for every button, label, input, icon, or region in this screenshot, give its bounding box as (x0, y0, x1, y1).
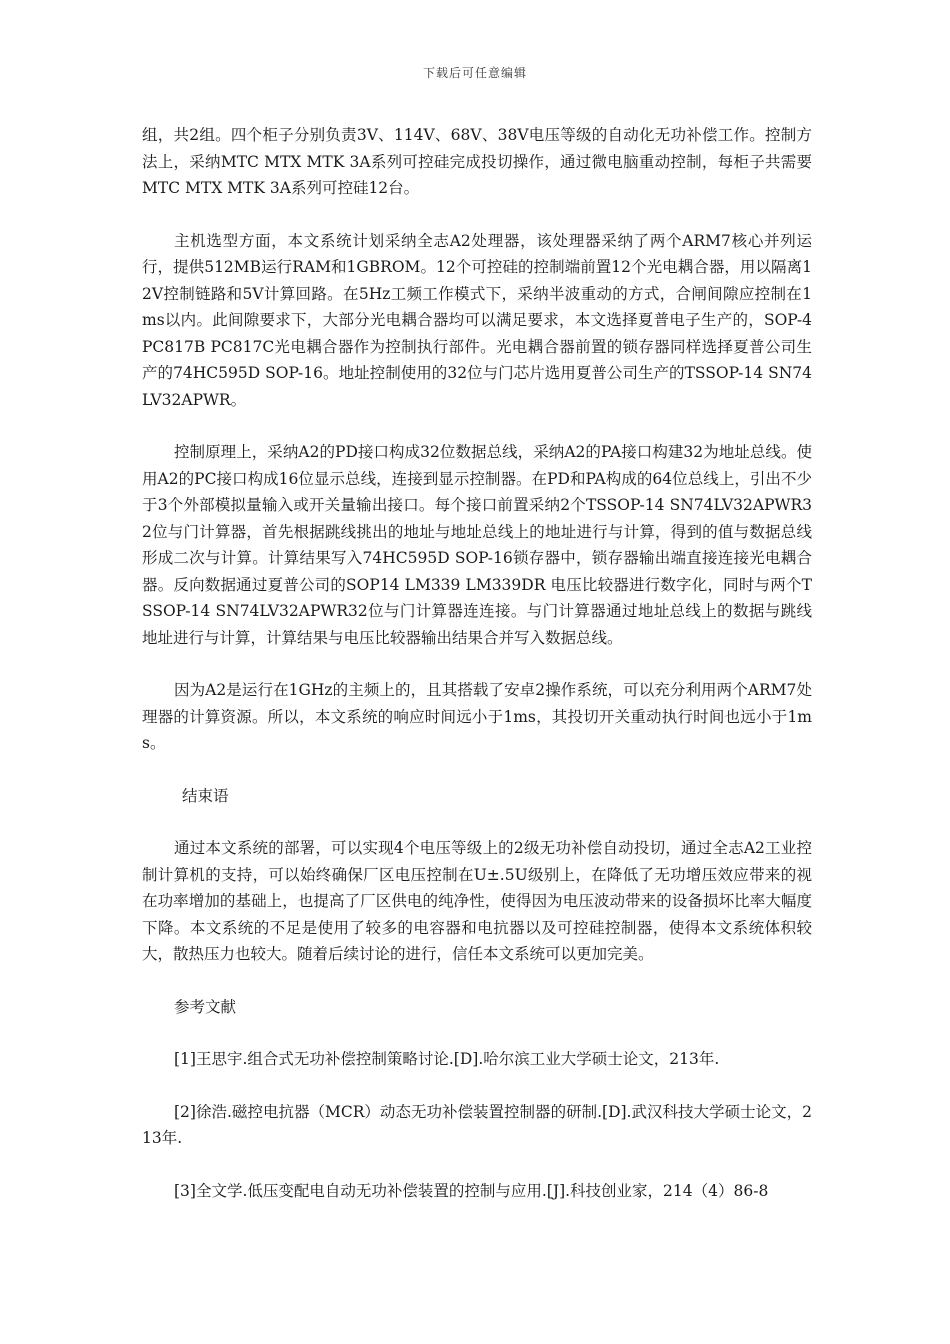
paragraph-response-time: 因为A2是运行在1GHz的主频上的，且其搭载了安卓2操作系统，可以充分利用两个ARM7处理器的计算资源。所以，本文系统的响应时间远小于1ms，其投切开关重动执行时间也远小于1ms。 (142, 681, 812, 752)
page-header: 下载后可任意编辑 (422, 66, 527, 80)
paragraph-cabinet-groups: 组，共2组。四个柜子分别负责3V、114V、68V、38V电压等级的自动化无功补偿工作。控制方法上，采纳MTC MTX MTK 3A系列可控硅完成投切操作，通过微电脑重动控制，每柜子共需要MTC MTX MTK 3A系列可控硅12台。 (142, 126, 812, 197)
paragraph-control-principle: 控制原理上，采纳A2的PD接口构成32位数据总线，采纳A2的PA接口构建32为地址总线。使用A2的PC接口构成16位显示总线，连接到显示控制器。在PD和PA构成的64位总线上，引出不少于3个外部模拟量输入或开关量输出接口。每个接口前置采纳2个TSSOP-14 SN74LV32APWR32位与门计算器，首先根据跳线挑出的地址与地址总线上的地址进行与计算，得到的值与数据总线形成二次与计算。计算结果写入74HC595D SOP-16锁存器中，锁存器输出端直接连接光电耦合器。反向数据通过夏普公司的SOP14 LM339 LM339DR 电压比较器进行数字化，同时与两个TSSOP-14 SN74LV32APWR32位与门计算器连连接。与门计算器通过地址总线上的数据与跳线地址进行与计算，计算结果与电压比较器输出结果合并写入数据总线。 (142, 443, 812, 647)
document-body (142, 122, 812, 1230)
paragraph-host-selection: 主机选型方面，本文系统计划采纳全志A2处理器，该处理器采纳了两个ARM7核心并列运行，提供512MB运行RAM和1GBROM。12个可控硅的控制端前置12个光电耦合器，用以隔离12V控制链路和5V计算回路。在5Hz工频工作模式下，采纳半波重动的方式，合闸间隙应控制在1ms以内。此间隙要求下，大部分光电耦合器均可以满足要求，本文选择夏普电子生产的，SOP-4 PC817B PC817C光电耦合器作为控制执行部件。光电耦合器前置的锁存器同样选择夏普公司生产的74HC595D SOP-16。地址控制使用的32位与门芯片选用夏普公司生产的TSSOP-14 SN74LV32APWR。 (142, 231, 812, 409)
section-heading-references: 参考文献 (174, 997, 237, 1016)
reference-item-1: [1]王思宇.组合式无功补偿控制策略讨论.[D].哈尔滨工业大学硕士论文，213年. (174, 1050, 720, 1068)
section-heading-conclusion: 结束语 (182, 786, 229, 805)
reference-item-2: [2]徐浩.磁控电抗器（MCR）动态无功补偿装置控制器的研制.[D].武汉科技大学硕士论文，213年. (142, 1102, 812, 1147)
reference-item-3: [3]全文学.低压变配电自动无功补偿装置的控制与应用.[J].科技创业家，214（4）86-8 (174, 1181, 769, 1200)
paragraph-conclusion: 通过本文系统的部署，可以实现4个电压等级上的2级无功补偿自动投切，通过全志A2工业控制计算机的支持，可以始终确保厂区电压控制在U±.5U级别上，在降低了无功增压效应带来的视在功率增加的基础上，也提高了厂区供电的纯净性，使得因为电压波动带来的设备损坏比率大幅度下降。本文系统的不足是使用了较多的电容器和电抗器以及可控硅控制器，使得本文系统体积较大，散热压力也较大。随着后续讨论的进行，信任本文系统可以更加完美。 (142, 839, 812, 963)
